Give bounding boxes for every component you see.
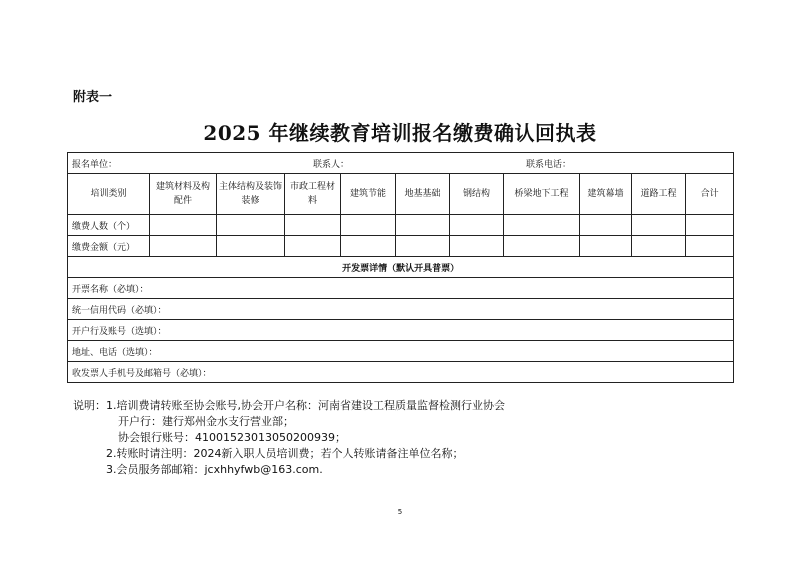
column-header: 钢结构 (450, 174, 504, 215)
row-label: 缴费金额（元） (68, 236, 150, 257)
column-header: 建筑幕墙 (580, 174, 632, 215)
column-header: 培训类别 (68, 174, 150, 215)
table-cell[interactable] (632, 215, 686, 236)
table-row (68, 215, 734, 236)
invoice-section-title: 开发票详情（默认开具普票） (68, 257, 734, 278)
recipient-contact-field[interactable]: 收发票人手机号及邮箱号（必填）： (68, 362, 734, 383)
table-header-row (68, 174, 734, 215)
note-text: 1.培训费请转账至协会账号,协会开户名称：河南省建设工程质量监督检测行业协会 (106, 399, 505, 412)
table-cell[interactable] (450, 215, 504, 236)
table-cell[interactable] (285, 215, 341, 236)
table-row (68, 236, 734, 257)
form-title: 2025 年继续教育培训报名缴费确认回执表 (203, 121, 597, 145)
table-cell[interactable] (341, 215, 396, 236)
table-cell[interactable] (686, 236, 734, 257)
column-header: 建筑节能 (341, 174, 396, 215)
appendix-label: 附表一 (73, 90, 113, 105)
notes-prefix: 说明： (73, 399, 106, 412)
contact-label: 联系人： (313, 160, 350, 170)
table-cell[interactable] (580, 236, 632, 257)
note-line-1 (73, 398, 505, 414)
unit-label: 报名单位： (72, 160, 118, 170)
phone-label: 联系电话： (526, 160, 572, 170)
address-phone-field[interactable]: 地址、电话（选填）： (68, 341, 734, 362)
table-cell[interactable] (450, 236, 504, 257)
table-cell[interactable] (217, 215, 285, 236)
note-line-3: 协会银行账号：41001523013050200939； (118, 431, 346, 444)
column-header: 地基基础 (396, 174, 450, 215)
registration-info-row (68, 153, 734, 174)
credit-code-field[interactable]: 统一信用代码（必填）： (68, 299, 734, 320)
bank-account-field[interactable]: 开户行及账号（选填）： (68, 320, 734, 341)
table-cell[interactable] (150, 236, 217, 257)
note-line-2: 开户行：建行郑州金水支行营业部； (118, 415, 294, 428)
notes (73, 398, 505, 478)
table-cell[interactable] (396, 215, 450, 236)
column-header: 道路工程 (632, 174, 686, 215)
table-cell[interactable] (504, 236, 580, 257)
page-number: 5 (397, 508, 403, 516)
invoice-name-field[interactable]: 开票名称（必填）： (68, 278, 734, 299)
column-header: 桥梁地下工程 (504, 174, 580, 215)
table-cell[interactable] (217, 236, 285, 257)
note-line-5: 3.会员服务部邮箱：jcxhhyfwb@163.com. (106, 463, 323, 476)
column-header: 合计 (686, 174, 734, 215)
registration-table (67, 152, 734, 383)
table-cell[interactable] (396, 236, 450, 257)
table-cell[interactable] (150, 215, 217, 236)
table-cell[interactable] (686, 215, 734, 236)
table-cell[interactable] (580, 215, 632, 236)
table-cell[interactable] (285, 236, 341, 257)
note-line-4: 2.转账时请注明：2024新入职人员培训费；若个人转账请备注单位名称； (106, 447, 464, 460)
table-cell[interactable] (504, 215, 580, 236)
column-header: 建筑材料及构配件 (150, 174, 217, 215)
table-cell[interactable] (632, 236, 686, 257)
column-header: 市政工程材料 (285, 174, 341, 215)
column-header: 主体结构及装饰装修 (217, 174, 285, 215)
table-cell[interactable] (341, 236, 396, 257)
row-label: 缴费人数（个） (68, 215, 150, 236)
